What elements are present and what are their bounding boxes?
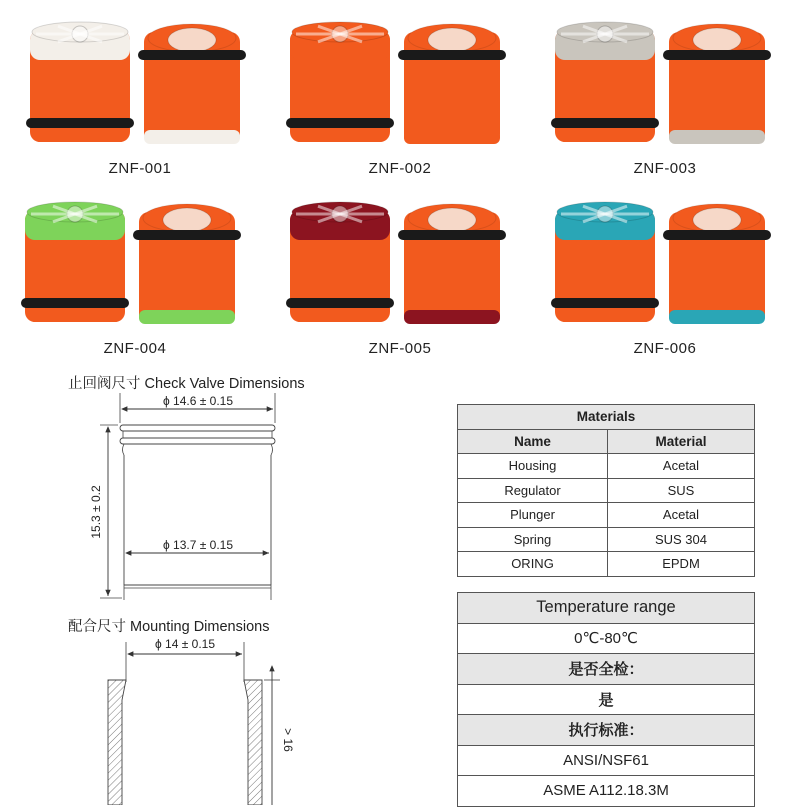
part-name: ORING <box>458 552 608 577</box>
part-material: SUS <box>608 478 755 503</box>
part-material: EPDM <box>608 552 755 577</box>
product-card-znf-004 <box>15 190 255 370</box>
part-name: Regulator <box>458 478 608 503</box>
part-material: Acetal <box>608 454 755 479</box>
valve-with-window <box>398 204 506 324</box>
o-ring <box>138 50 246 60</box>
valve-base <box>559 128 651 142</box>
product-label: ZNF-003 <box>633 160 697 177</box>
clear-window <box>693 208 741 232</box>
valve-with-window <box>398 24 506 144</box>
o-ring <box>286 298 394 308</box>
valve-with-top-cap <box>551 22 659 142</box>
valve-with-window <box>133 204 241 324</box>
part-material: Acetal <box>608 503 755 528</box>
product-label: ZNF-006 <box>633 340 697 357</box>
product-image <box>280 190 520 340</box>
o-ring <box>398 230 506 240</box>
clear-window <box>428 28 476 52</box>
table-row <box>458 527 755 552</box>
specs-table <box>457 592 755 807</box>
dim-depth: > 16 <box>281 728 295 752</box>
product-card-znf-006 <box>545 190 785 370</box>
valve-base <box>294 308 386 322</box>
valve-with-top-cap <box>551 202 659 322</box>
valve-with-top-cap <box>286 202 394 322</box>
valve-base <box>404 310 500 324</box>
product-image <box>15 190 255 340</box>
valve-with-window <box>663 204 771 324</box>
dim-height: 15.3 ± 0.2 <box>89 485 103 539</box>
standard-value-2: ASME A112.18.3M <box>458 776 755 807</box>
o-ring <box>663 230 771 240</box>
o-ring <box>551 298 659 308</box>
o-ring <box>133 230 241 240</box>
valve-base <box>669 130 765 144</box>
part-name: Plunger <box>458 503 608 528</box>
valve-base <box>139 310 235 324</box>
product-image <box>545 190 785 340</box>
mounting-title: 配合尺寸 Mounting Dimensions <box>68 619 270 635</box>
valve-with-top-cap <box>21 202 129 322</box>
valve-base <box>34 128 126 142</box>
o-ring <box>663 50 771 60</box>
valve-base <box>294 128 386 142</box>
product-card-znf-005 <box>280 190 520 370</box>
dim-bore-diameter: ϕ 14 ± 0.15 <box>154 637 216 651</box>
inspection-value: 是 <box>458 684 755 715</box>
valve-base <box>144 130 240 144</box>
o-ring <box>551 118 659 128</box>
temperature-value: 0℃-80℃ <box>458 623 755 654</box>
product-image <box>545 10 785 160</box>
materials-caption: Materials <box>458 405 755 430</box>
check-valve-drawing <box>60 385 360 615</box>
part-name: Spring <box>458 527 608 552</box>
o-ring <box>398 50 506 60</box>
valve-base <box>559 308 651 322</box>
product-label: ZNF-004 <box>103 340 167 357</box>
table-row <box>458 552 755 577</box>
materials-table <box>457 404 755 577</box>
clear-window <box>693 28 741 52</box>
product-card-znf-003 <box>545 10 785 190</box>
clear-window <box>163 208 211 232</box>
o-ring <box>286 118 394 128</box>
product-label: ZNF-001 <box>108 160 172 177</box>
inspection-title: 是否全检： <box>458 654 755 685</box>
mounting-drawing <box>60 630 360 805</box>
valve-with-top-cap <box>26 22 134 142</box>
table-row <box>458 503 755 528</box>
valve-base <box>669 310 765 324</box>
dim-body-diameter: ϕ 13.7 ± 0.15 <box>162 538 234 552</box>
product-label: ZNF-002 <box>368 160 432 177</box>
standard-title: 执行标准： <box>458 715 755 746</box>
part-material: SUS 304 <box>608 527 755 552</box>
valve-with-window <box>663 24 771 144</box>
valve-base <box>29 308 121 322</box>
product-image <box>280 10 520 160</box>
table-row <box>458 478 755 503</box>
part-name: Housing <box>458 454 608 479</box>
valve-with-window <box>138 24 246 144</box>
check-valve-title: 止回阀尺寸 Check Valve Dimensions <box>68 376 305 392</box>
column-header-material: Material <box>608 429 755 454</box>
valve-base <box>404 130 500 144</box>
product-label: ZNF-005 <box>368 340 432 357</box>
product-card-znf-001 <box>20 10 260 190</box>
valve-with-top-cap <box>286 22 394 142</box>
dim-outer-diameter: ϕ 14.6 ± 0.15 <box>162 394 234 408</box>
standard-value-1: ANSI/NSF61 <box>458 745 755 776</box>
o-ring <box>26 118 134 128</box>
o-ring <box>21 298 129 308</box>
product-card-znf-002 <box>280 10 520 190</box>
column-header-name: Name <box>458 429 608 454</box>
table-row <box>458 454 755 479</box>
clear-window <box>168 28 216 52</box>
clear-window <box>428 208 476 232</box>
temperature-title: Temperature range <box>458 593 755 624</box>
product-image <box>20 10 260 160</box>
